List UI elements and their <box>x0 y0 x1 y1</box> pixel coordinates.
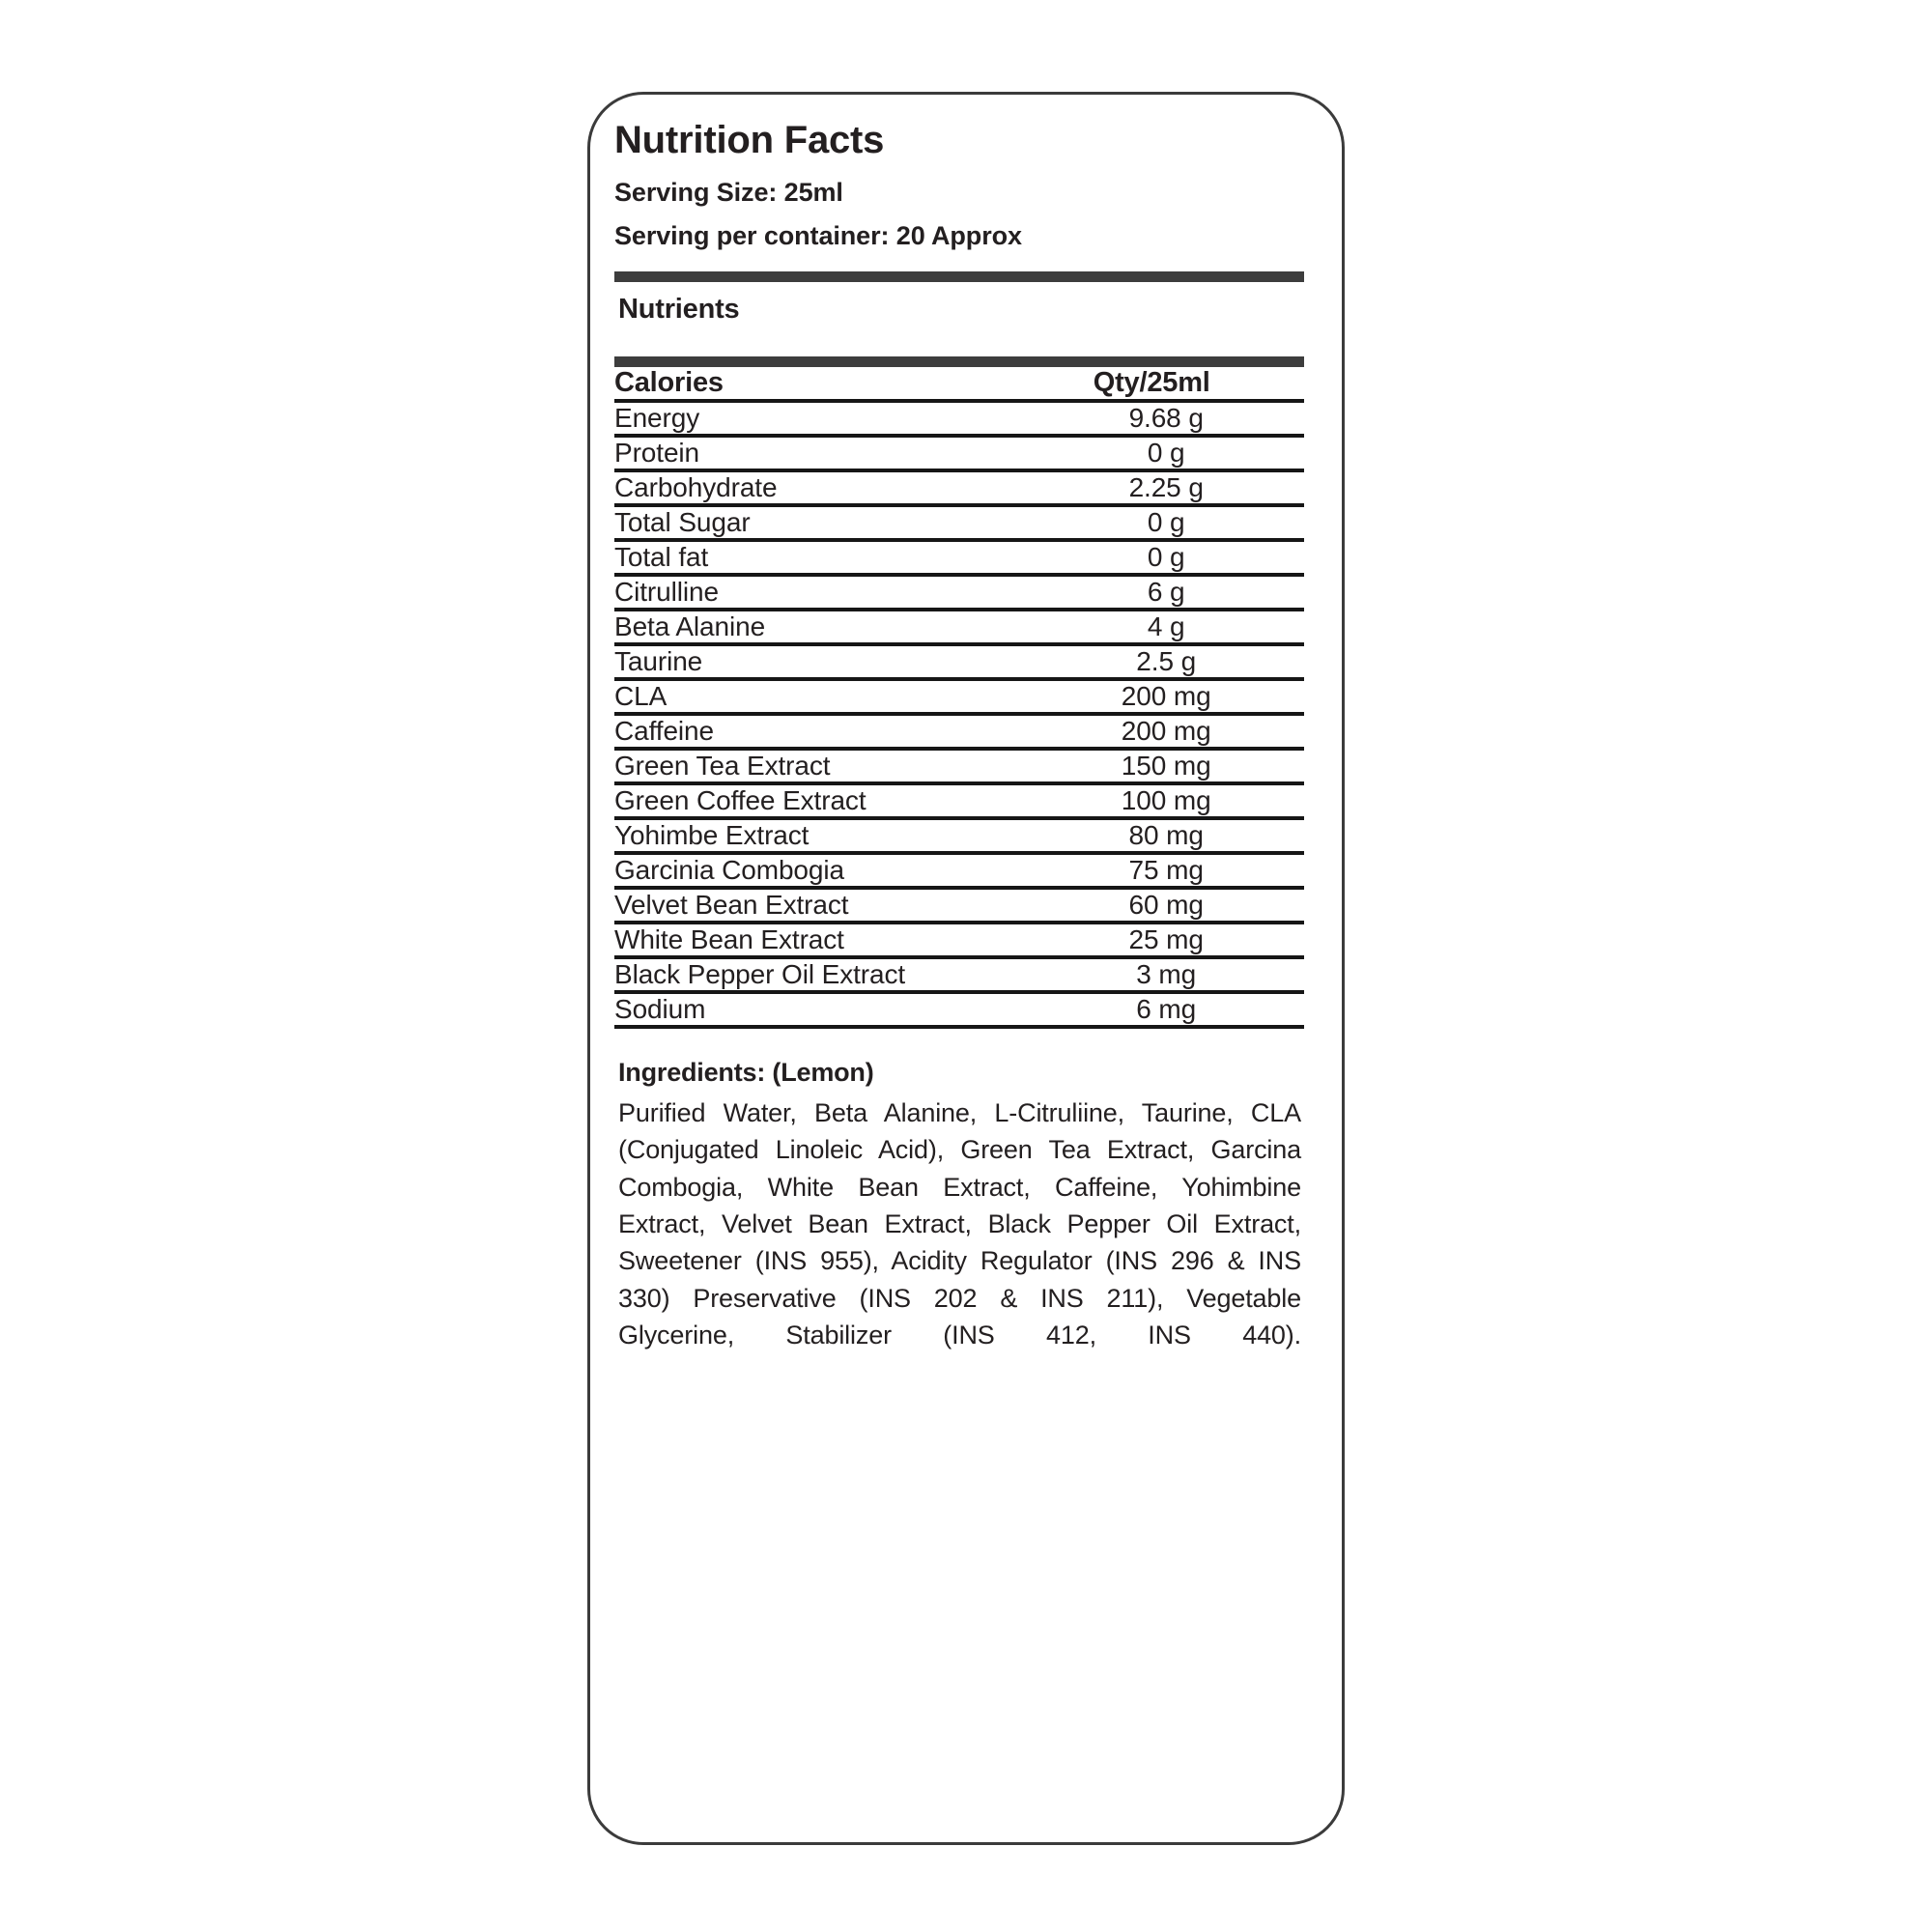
ingredients-heading: Ingredients: (Lemon) <box>618 1058 874 1088</box>
nutrient-name: Energy <box>614 403 700 434</box>
table-row <box>614 924 1304 955</box>
nutrient-name: Carbohydrate <box>614 472 778 503</box>
nutrient-quantity: 200 mg <box>1121 681 1211 712</box>
row-separator-line <box>614 1025 1304 1029</box>
row-separator <box>614 1025 1304 1029</box>
table-row <box>614 611 1304 642</box>
nutrient-name: Protein <box>614 438 700 469</box>
nutrient-name: Green Tea Extract <box>614 751 831 781</box>
table-row <box>614 542 1304 573</box>
nutrient-quantity: 150 mg <box>1121 751 1211 781</box>
nutrient-quantity: 3 mg <box>1136 959 1197 990</box>
table-header-row <box>614 367 1304 399</box>
table-row <box>614 507 1304 538</box>
table-row <box>614 855 1304 886</box>
nutrient-quantity: 6 g <box>1147 577 1185 608</box>
nutrition-facts-card <box>587 92 1345 1845</box>
nutrient-quantity: 80 mg <box>1128 820 1204 851</box>
table-row <box>614 751 1304 781</box>
nutrient-quantity: 0 g <box>1147 507 1185 538</box>
table-row <box>614 820 1304 851</box>
nutrient-name: Garcinia Combogia <box>614 855 844 886</box>
nutrient-quantity: 6 mg <box>1136 994 1197 1025</box>
serving-size-text: Serving Size: 25ml <box>614 178 843 207</box>
divider-thin <box>614 1025 1304 1029</box>
table-row <box>614 890 1304 921</box>
nutrients-section-heading: Nutrients <box>618 294 740 326</box>
nutrient-quantity: 2.5 g <box>1136 646 1197 677</box>
table-row <box>614 681 1304 712</box>
ingredients-text: Purified Water, Beta Alanine, L-Citruliine, Taurine, CLA (Conjugated Linoleic Acid), Green Tea Extract, Garcina Combogia, White Bean Extract, Caffeine, Yohimbine Extract, Velvet Bean Extract, Black Pepper Oil Extract, Sweetener (INS 955), Acidity Regulator (INS 296 & INS 330) Preservative (INS 202 & INS 211), Vegetable Glycerine, Stabilizer (INS 412, INS 440). <box>618 1098 1301 1350</box>
nutrient-quantity: 2.25 g <box>1128 472 1204 503</box>
nutrient-name: Velvet Bean Extract <box>614 890 849 921</box>
nutrient-quantity: 0 g <box>1147 438 1185 469</box>
table-row <box>614 472 1304 503</box>
nutrient-name: Sodium <box>614 994 706 1025</box>
table-row <box>614 785 1304 816</box>
nutrient-quantity: 75 mg <box>1128 855 1204 886</box>
ingredients-section <box>614 1058 1304 1391</box>
nutrient-quantity: 4 g <box>1147 611 1185 642</box>
page-title: Nutrition Facts <box>614 119 885 161</box>
nutrient-name: Yohimbe Extract <box>614 820 810 851</box>
table-row <box>614 959 1304 990</box>
divider-thick-bottom <box>614 356 1304 367</box>
nutrient-name: Citrulline <box>614 577 719 608</box>
nutrient-name: Caffeine <box>614 716 714 747</box>
nutrient-quantity: 25 mg <box>1128 924 1204 955</box>
table-row <box>614 646 1304 677</box>
nutrient-name: White Bean Extract <box>614 924 844 955</box>
divider-thick-top <box>614 271 1304 282</box>
table-row <box>614 994 1304 1025</box>
nutrient-quantity: 9.68 g <box>1128 403 1204 434</box>
nutrient-quantity: 100 mg <box>1121 785 1211 816</box>
table-row <box>614 403 1304 434</box>
nutrients-table <box>614 367 1304 1029</box>
table-row <box>614 716 1304 747</box>
nutrient-name: Green Coffee Extract <box>614 785 867 816</box>
column-header-qty: Qty/25ml <box>1093 367 1210 399</box>
nutrient-name: CLA <box>614 681 668 712</box>
nutrient-name: Taurine <box>614 646 703 677</box>
nutrient-name: Beta Alanine <box>614 611 766 642</box>
serving-per-container-text: Serving per container: 20 Approx <box>614 221 1022 251</box>
nutrient-quantity: 200 mg <box>1121 716 1211 747</box>
table-row <box>614 438 1304 469</box>
nutrient-name: Total Sugar <box>614 507 751 538</box>
card-content <box>614 95 1304 1391</box>
nutrient-name: Total fat <box>614 542 709 573</box>
nutrient-name: Black Pepper Oil Extract <box>614 959 906 990</box>
column-header-calories: Calories <box>614 367 724 399</box>
table-row <box>614 577 1304 608</box>
nutrient-quantity: 60 mg <box>1128 890 1204 921</box>
nutrient-quantity: 0 g <box>1147 542 1185 573</box>
